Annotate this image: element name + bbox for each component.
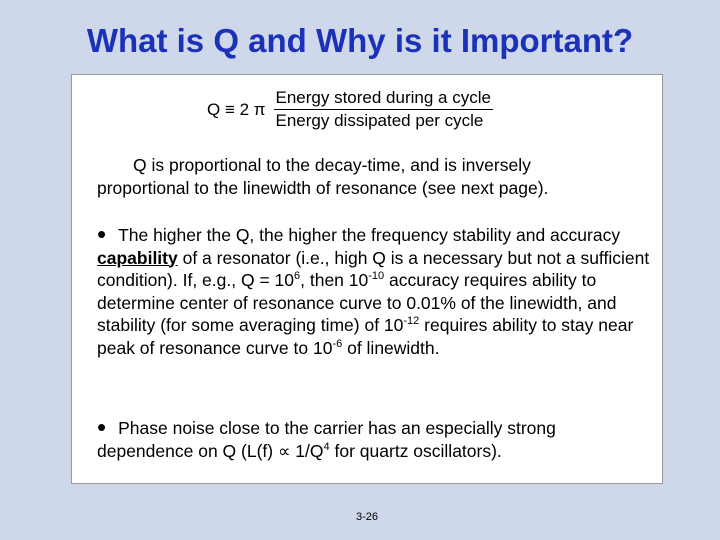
bullet2-sup-1: 4 [323,440,330,453]
bullet-paragraph-1 [97,219,652,359]
bullet1-sup-2: -10 [368,270,385,282]
slide-title: What is Q and Why is it Important? [86,22,634,59]
bullet1-text-f: of linewidth. [342,337,440,358]
formula-numerator: Energy stored during a cycle [274,88,493,110]
bullet1-emphasis: capability [97,247,178,268]
bullet1-text-e: requires ability to stay near peak of resonance curve to 10 [97,315,634,358]
formula-fraction [274,88,493,131]
bullet-icon: • [97,219,107,249]
bullet1-sup-1: 6 [294,270,301,282]
bullet1-text-c: , then 10 [300,270,369,290]
formula-lhs: Q ≡ 2 π [207,99,266,119]
bullet-icon: • [97,412,107,442]
content-panel [71,74,663,523]
bullet1-text-b: of a resonator (i.e., high Q is a necessary but not a sufficient condition). If, e.g., Q = 10 [97,247,650,290]
page-number: 3-26 [355,511,379,523]
intro-line-1: Q is proportional to the decay-time, and is inversely [133,155,531,175]
bullet1-text-a: The higher the Q, the higher the frequency stability and accuracy [118,225,621,245]
bullet2-text-b: for quartz oscillators). [329,440,502,461]
bullet-paragraph-2 [97,412,652,462]
bullet2-text-a: Phase noise close to the carrier has an especially strong dependence on Q (L(f) ∝ 1/Q [97,418,556,461]
formula-denominator: Energy dissipated per cycle [275,111,484,130]
bullet1-sup-4: -6 [332,337,343,350]
q-definition-formula [207,88,493,131]
bullet1-sup-3: -12 [403,315,420,327]
intro-line-2: proportional to the linewidth of resonance (see next page). [97,177,549,198]
bullet1-text-d: accuracy requires ability to determine center of resonance curve to 0.01% of the linewidth, and stability (for some averaging time) of 10 [97,270,617,335]
intro-paragraph [97,154,652,199]
